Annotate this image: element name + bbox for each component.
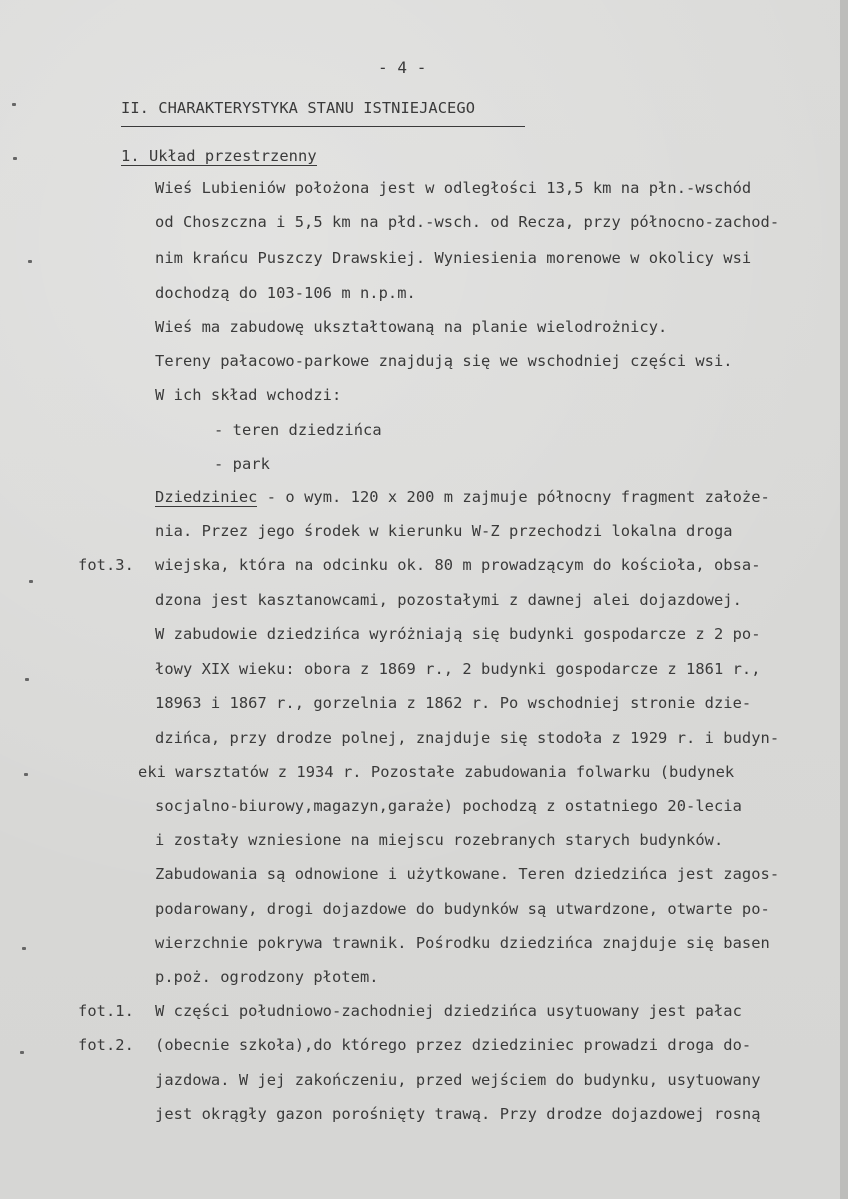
text-line: i zostały wzniesione na miejscu rozebranych starych budynków. xyxy=(155,831,724,849)
text-line: p.poż. ogrodzony płotem. xyxy=(155,968,379,986)
scan-speck xyxy=(12,103,16,106)
text-line: wierzchnie pokrywa trawnik. Pośrodku dziedzińca znajduje się basen xyxy=(155,934,770,952)
text-line: nim krańcu Puszczy Drawskiej. Wyniesienia morenowe w okolicy wsi xyxy=(155,249,752,267)
term-dziedziniec: Dziedziniec xyxy=(155,488,258,506)
text-line: Wieś Lubieniów położona jest w odległości 13,5 km na płn.-wschód xyxy=(155,179,752,197)
section-heading-underline xyxy=(121,126,525,127)
text-line: W części południowo-zachodniej dziedzińca usytuowany jest pałac xyxy=(155,1002,742,1020)
text-line: dzona jest kasztanowcami, pozostałymi z dawnej alei dojazdowej. xyxy=(155,591,742,609)
scan-speck xyxy=(24,773,28,776)
text-line: socjalno-biurowy,magazyn,garaże) pochodzą z ostatniego 20-lecia xyxy=(155,797,742,815)
text-line: eki warsztatów z 1934 r. Pozostałe zabudowania folwarku (budynek xyxy=(138,763,735,781)
text-line: 18963 i 1867 r., gorzelnia z 1862 r. Po wschodniej stronie dzie- xyxy=(155,694,752,712)
scan-speck xyxy=(20,1051,24,1054)
page-number: - 4 - xyxy=(378,58,427,77)
text-line: podarowany, drogi dojazdowe do budynków są utwardzone, otwarte po- xyxy=(155,900,770,918)
scan-speck xyxy=(29,580,33,583)
text-line: jazdowa. W jej zakończeniu, przed wejściem do budynku, usytuowany xyxy=(155,1071,761,1089)
text-line: (obecnie szkoła),do którego przez dziedziniec prowadzi droga do- xyxy=(155,1036,752,1054)
text-line: Dziedziniec - o wym. 120 x 200 m zajmuje północny fragment założe- xyxy=(155,488,770,506)
text-line: dzińca, przy drodze polnej, znajduje się stodoła z 1929 r. i budyn- xyxy=(155,729,780,747)
text-line: dochodzą do 103-106 m n.p.m. xyxy=(155,284,416,302)
page-edge-shadow xyxy=(840,0,848,1199)
text-line: W ich skład wchodzi: xyxy=(155,386,342,404)
text-line: od Choszczna i 5,5 km na płd.-wsch. od Recza, przy północno-zachod- xyxy=(155,213,780,231)
margin-note-photo: fot.2. xyxy=(78,1036,134,1054)
text-line: wiejska, która na odcinku ok. 80 m prowadzącym do kościoła, obsa- xyxy=(155,556,761,574)
list-item: - park xyxy=(214,455,270,473)
margin-note-photo: fot.3. xyxy=(78,556,134,574)
subsection-heading: 1. Układ przestrzenny xyxy=(121,147,317,165)
text-line: nia. Przez jego środek w kierunku W-Z przechodzi lokalna droga xyxy=(155,522,733,540)
text-line: Zabudowania są odnowione i użytkowane. Teren dziedzińca jest zagos- xyxy=(155,865,780,883)
list-item: - teren dziedzińca xyxy=(214,421,382,439)
text-line: jest okrągły gazon porośnięty trawą. Przy drodze dojazdowej rosną xyxy=(155,1105,761,1123)
section-heading: II. CHARAKTERYSTYKA STANU ISTNIEJACEGO xyxy=(121,99,476,117)
scan-speck xyxy=(13,157,17,160)
margin-note-photo: fot.1. xyxy=(78,1002,134,1020)
text-line: Wieś ma zabudowę ukształtowaną na planie wielodrożnicy. xyxy=(155,318,668,336)
text-line: łowy XIX wieku: obora z 1869 r., 2 budynki gospodarcze z 1861 r., xyxy=(155,660,761,678)
text-line: W zabudowie dziedzińca wyróżniają się budynki gospodarcze z 2 po- xyxy=(155,625,761,643)
text-line: Tereny pałacowo-parkowe znajdują się we wschodniej części wsi. xyxy=(155,352,733,370)
scan-speck xyxy=(25,678,29,681)
scan-speck xyxy=(28,260,32,263)
scan-speck xyxy=(22,947,26,950)
